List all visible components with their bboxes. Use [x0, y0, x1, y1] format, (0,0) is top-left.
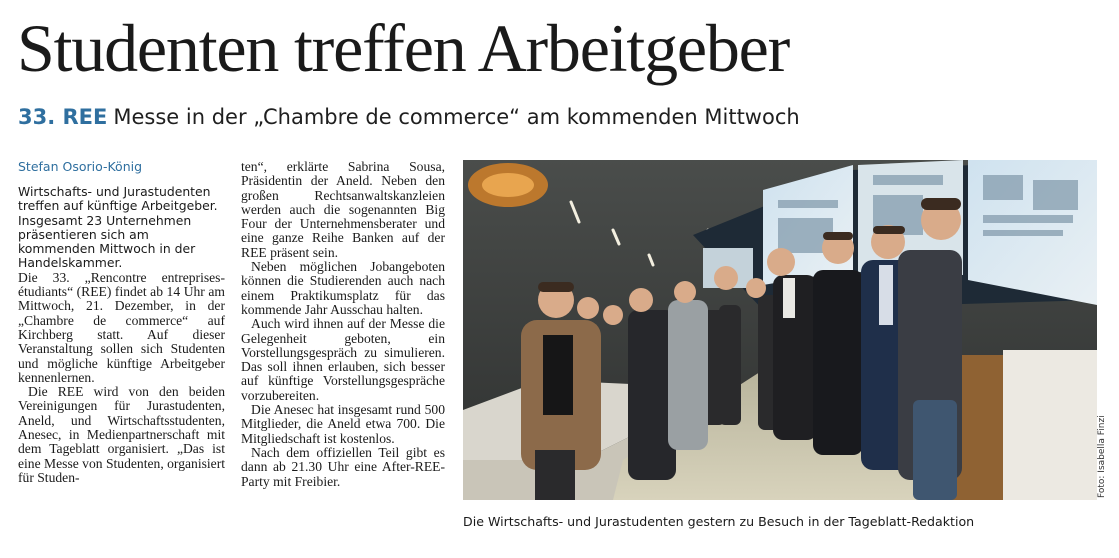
- paragraph: Die 33. „Rencontre entreprises-étudiants“ (REE) findet ab 14 Uhr am Mittwoch, 21. Dezember, in der „Chambre de commerce“ auf Kirchberg statt. Auf dieser Veranstaltung sollen sich Studenten und mögliche künftige Arbeitgeber kennenlernen.: [18, 269, 225, 385]
- article-column-1: [18, 185, 225, 485]
- photo-caption: Die Wirtschafts- und Jurastudenten gestern zu Besuch in der Tageblatt-Redaktion: [463, 514, 975, 529]
- subheadline-text: Messe in der „Chambre de commerce“ am kommenden Mittwoch: [113, 105, 800, 129]
- article-lead: Wirtschafts- und Jurastudenten treffen auf künftige Arbeitgeber. Insgesamt 23 Unternehmen präsentieren sich am kommenden Mittwoch in der Handelskammer.: [18, 184, 218, 271]
- article-photo: [463, 160, 1097, 500]
- subheadline: [18, 103, 800, 131]
- paragraph: Nach dem offiziellen Teil gibt es dann ab 21.30 Uhr eine After-REE-Party mit Freibier.: [241, 444, 445, 489]
- paragraph: Auch wird ihnen auf der Messe die Gelegenheit geboten, ein Vorstellungsgespräch zu simulieren. Das soll ihnen erlauben, sich besser auf künftige Vorstellungsgespräche vorzubereiten.: [241, 316, 445, 403]
- paragraph: ten“, erklärte Sabrina Sousa, Präsidentin der Aneld. Neben den großen Rechtsanwaltskanzleien werden auch die sogenannten Big Four der Unternehmensberater und eine ganze Reihe Banken auf der REE präsent sein.: [241, 159, 445, 260]
- photo-credit: Foto: Isabella Finzi: [1097, 415, 1107, 498]
- article-column-2: [241, 160, 445, 489]
- author-byline: Stefan Osorio-König: [18, 159, 143, 174]
- photo-illustration: [463, 160, 1097, 500]
- paragraph: Die Anesec hat insgesamt rund 500 Mitglieder, die Aneld etwa 700. Die Mitgliedschaft ist kostenlos.: [241, 402, 445, 446]
- subheadline-kicker: 33. REE: [18, 105, 108, 129]
- paragraph: Neben möglichen Jobangeboten können die Studierenden auch nach einem Praktikumsplatz für das kommende Jahr Ausschau halten.: [241, 259, 445, 317]
- headline: Studenten treffen Arbeitgeber: [17, 10, 790, 86]
- paragraph: Die REE wird von den beiden Vereinigungen für Jurastudenten, Aneld, und Wirtschaftsstudenten, Anesec, in Medienpartnerschaft mit dem Tageblatt organisiert. „Das ist eine Messe von Studenten, organisiert für Studen-: [18, 384, 226, 485]
